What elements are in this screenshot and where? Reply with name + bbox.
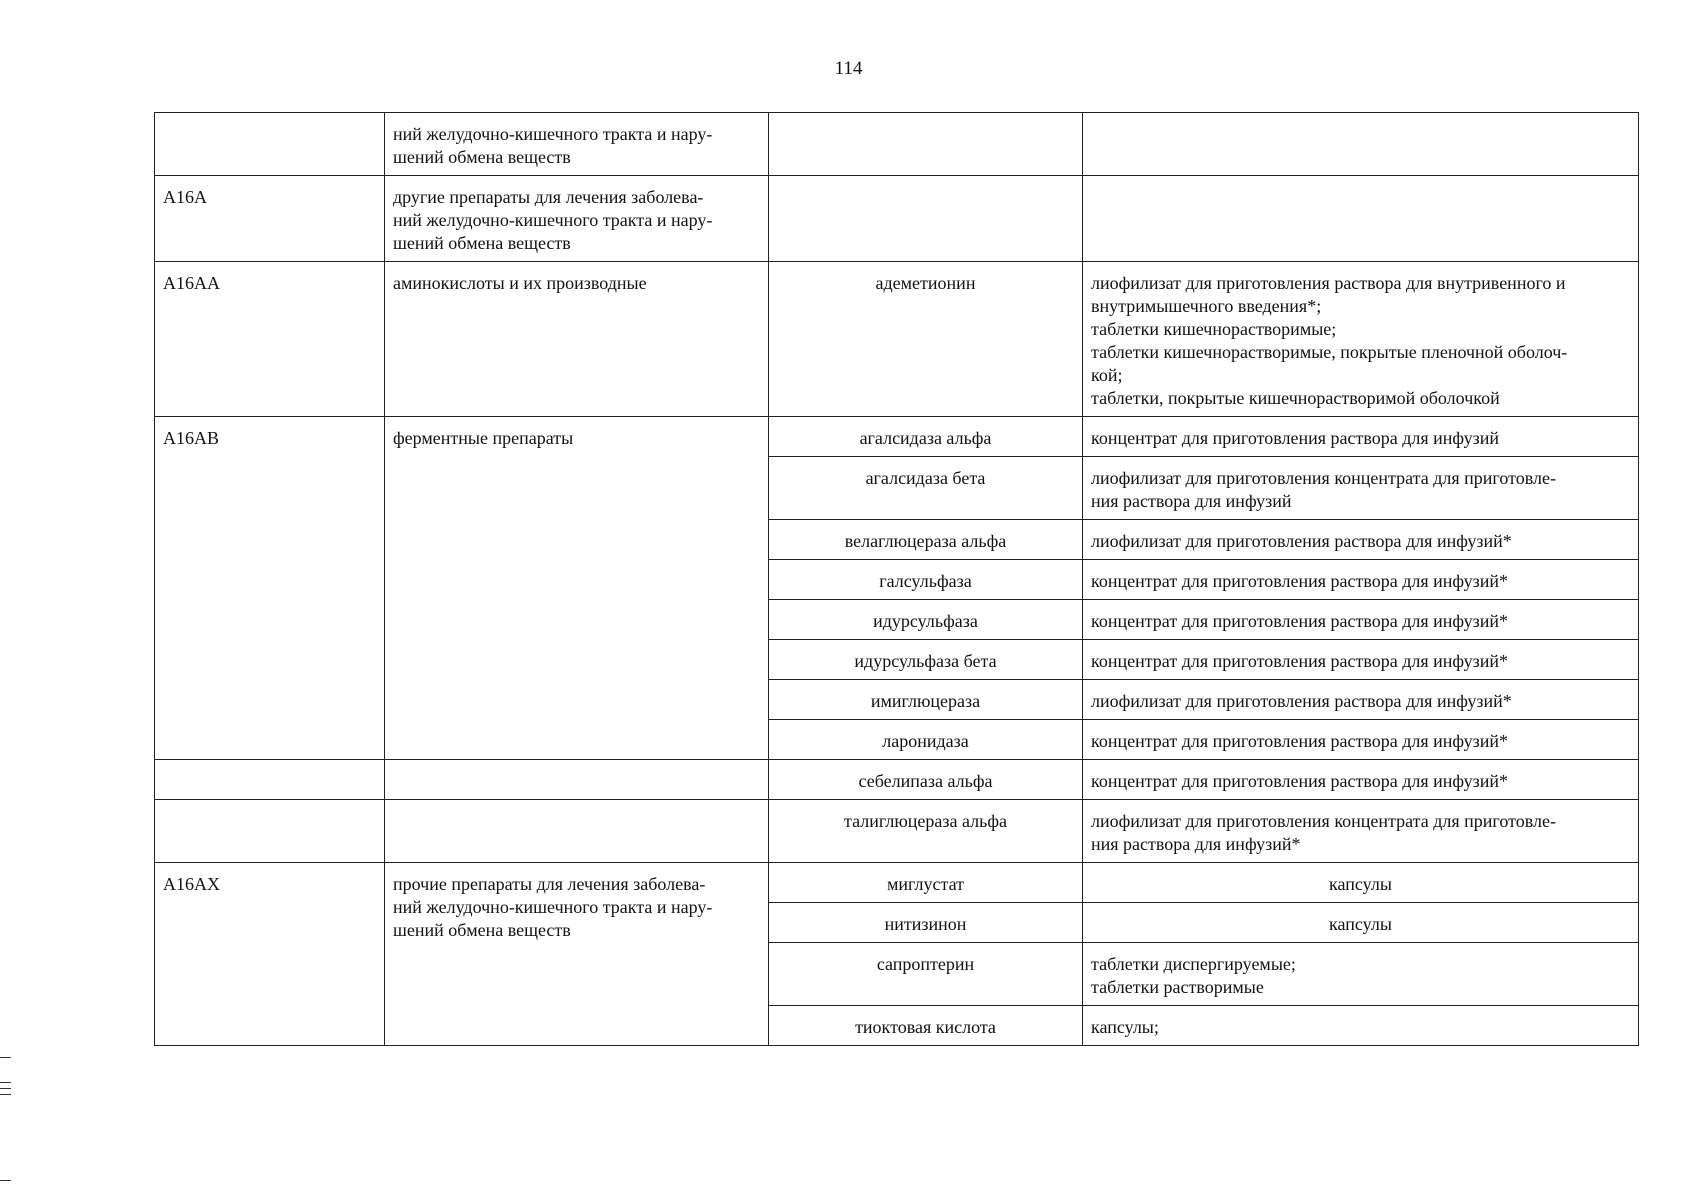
- drug-name-cell: имиглюцераза: [769, 680, 1083, 720]
- text-line: ний желудочно-кишечного тракта и нару-: [393, 897, 713, 917]
- text-line: ния раствора для инфузий: [1091, 491, 1292, 511]
- dosage-form-cell: [1083, 640, 1639, 680]
- dosage-form-cell: [1083, 863, 1639, 903]
- text-line: шений обмена веществ: [393, 233, 571, 253]
- dosage-form-cell: [1083, 457, 1639, 520]
- table-row: [155, 113, 1639, 176]
- group-cell: [385, 176, 769, 262]
- text-line: кой;: [1091, 365, 1123, 385]
- text-line: таблетки кишечнорастворимые;: [1091, 319, 1337, 339]
- table-row: [155, 800, 1639, 863]
- atc-code-cell: [155, 113, 385, 176]
- dosage-form-cell: [1083, 720, 1639, 760]
- page-number: 114: [834, 58, 863, 79]
- table-row: [155, 760, 1639, 800]
- dosage-form-cell: [1083, 1006, 1639, 1046]
- margin-mark: [0, 1088, 11, 1089]
- drug-name-cell: [769, 176, 1083, 262]
- text-line: аминокислоты и их производные: [393, 273, 647, 293]
- dosage-form-cell: [1083, 560, 1639, 600]
- text-line: шений обмена веществ: [393, 147, 571, 167]
- dosage-form-cell: [1083, 800, 1639, 863]
- group-cell: [385, 800, 769, 863]
- text-line: капсулы: [1329, 914, 1392, 934]
- atc-code-cell: [155, 800, 385, 863]
- drug-name-cell: велаглюцераза альфа: [769, 520, 1083, 560]
- dosage-form-cell: [1083, 760, 1639, 800]
- text-line: лиофилизат для приготовления концентрата для приготовле-: [1091, 811, 1556, 831]
- text-line: капсулы: [1329, 874, 1392, 894]
- text-line: концентрат для приготовления раствора для инфузий*: [1091, 771, 1508, 791]
- text-line: ния раствора для инфузий*: [1091, 834, 1301, 854]
- atc-code-cell: [155, 760, 385, 800]
- margin-mark: [0, 1057, 11, 1058]
- dosage-form-cell: [1083, 262, 1639, 417]
- drug-name-cell: агалсидаза бета: [769, 457, 1083, 520]
- text-line: прочие препараты для лечения заболева-: [393, 874, 706, 894]
- drug-name-cell: идурсульфаза бета: [769, 640, 1083, 680]
- drug-name-cell: идурсульфаза: [769, 600, 1083, 640]
- medication-table: [154, 112, 1639, 1046]
- text-line: концентрат для приготовления раствора для инфузий*: [1091, 651, 1508, 671]
- drug-name-cell: агалсидаза альфа: [769, 417, 1083, 457]
- text-line: концентрат для приготовления раствора для инфузий*: [1091, 611, 1508, 631]
- text-line: таблетки растворимые: [1091, 977, 1264, 997]
- drug-name-cell: ларонидаза: [769, 720, 1083, 760]
- text-line: лиофилизат для приготовления концентрата для приготовле-: [1091, 468, 1556, 488]
- group-cell: [385, 863, 769, 1046]
- table-row: [155, 262, 1639, 417]
- text-line: концентрат для приготовления раствора для инфузий: [1091, 428, 1499, 448]
- dosage-form-cell: [1083, 417, 1639, 457]
- drug-name-cell: талиглюцераза альфа: [769, 800, 1083, 863]
- text-line: концентрат для приготовления раствора для инфузий*: [1091, 731, 1508, 751]
- drug-name-cell: себелипаза альфа: [769, 760, 1083, 800]
- text-line: таблетки кишечнорастворимые, покрытые пленочной оболоч-: [1091, 342, 1568, 362]
- dosage-form-cell: [1083, 943, 1639, 1006]
- margin-mark: [0, 1082, 11, 1083]
- drug-name-cell: адеметионин: [769, 262, 1083, 417]
- text-line: другие препараты для лечения заболева-: [393, 187, 704, 207]
- drug-name-cell: миглустат: [769, 863, 1083, 903]
- text-line: таблетки диспергируемые;: [1091, 954, 1296, 974]
- atc-code-cell: A16AB: [155, 417, 385, 760]
- text-line: ний желудочно-кишечного тракта и нару-: [393, 210, 713, 230]
- drug-name-cell: тиоктовая кислота: [769, 1006, 1083, 1046]
- text-line: лиофилизат для приготовления раствора для инфузий*: [1091, 691, 1512, 711]
- drug-name-cell: галсульфаза: [769, 560, 1083, 600]
- table-row: [155, 176, 1639, 262]
- text-line: шений обмена веществ: [393, 920, 571, 940]
- atc-code-cell: A16AX: [155, 863, 385, 1046]
- text-line: капсулы;: [1091, 1017, 1159, 1037]
- table-row: [155, 863, 1639, 903]
- text-line: таблетки, покрытые кишечнорастворимой оболочкой: [1091, 388, 1500, 408]
- drug-name-cell: сапроптерин: [769, 943, 1083, 1006]
- text-line: концентрат для приготовления раствора для инфузий*: [1091, 571, 1508, 591]
- table-row: [155, 417, 1639, 457]
- text-line: ний желудочно-кишечного тракта и нару-: [393, 124, 713, 144]
- dosage-form-cell: [1083, 903, 1639, 943]
- dosage-form-cell: [1083, 680, 1639, 720]
- group-cell: [385, 760, 769, 800]
- dosage-form-cell: [1083, 176, 1639, 262]
- dosage-form-cell: [1083, 113, 1639, 176]
- drug-name-cell: нитизинон: [769, 903, 1083, 943]
- group-cell: [385, 417, 769, 760]
- dosage-form-cell: [1083, 520, 1639, 560]
- group-cell: [385, 262, 769, 417]
- atc-code-cell: A16A: [155, 176, 385, 262]
- text-line: ферментные препараты: [393, 428, 574, 448]
- group-cell: [385, 113, 769, 176]
- text-line: внутримышечного введения*;: [1091, 296, 1322, 316]
- margin-mark: [0, 1180, 11, 1181]
- dosage-form-cell: [1083, 600, 1639, 640]
- atc-code-cell: A16AA: [155, 262, 385, 417]
- margin-mark: [0, 1094, 11, 1095]
- text-line: лиофилизат для приготовления раствора для внутривенного и: [1091, 273, 1566, 293]
- text-line: лиофилизат для приготовления раствора для инфузий*: [1091, 531, 1512, 551]
- drug-name-cell: [769, 113, 1083, 176]
